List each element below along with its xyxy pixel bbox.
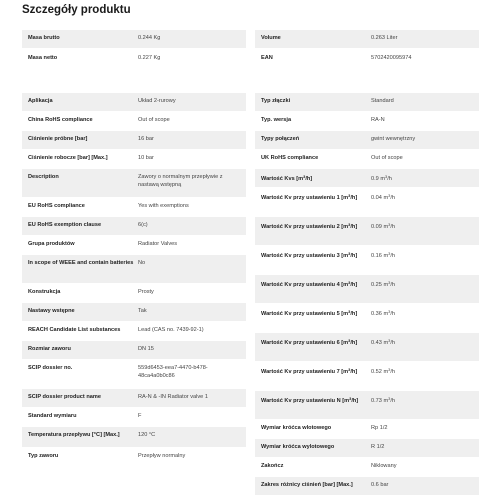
spec-row [22, 150, 246, 168]
spec-value-superscript: 3 [388, 338, 391, 343]
spec-label [255, 362, 367, 390]
spec-label-text: Typ. wersja [261, 117, 292, 123]
spec-value [367, 275, 479, 303]
spec-row [255, 188, 479, 216]
spec-value-superscript: 3 [388, 367, 391, 372]
spec-label-superscript: 3 [349, 396, 352, 401]
spec-value-suffix: /h [390, 253, 396, 259]
spec-row [22, 322, 246, 340]
spec-row [255, 112, 479, 130]
spec-label-text: Zakres różnicy ciśnień [bar] [Max.] [261, 482, 353, 488]
spec-label-text: Wartość Kv przy ustawieniu 6 [m [261, 340, 349, 346]
spec-value-superscript: 3 [388, 251, 391, 256]
spec-label-text: Wartość Kv przy ustawieniu 1 [m [261, 195, 349, 201]
spec-value-text: Prosty [138, 289, 154, 295]
spec-row [22, 217, 246, 235]
spec-label-text: Typ złączki [261, 98, 291, 104]
spec-label-superscript: 3 [348, 280, 351, 285]
spec-row [255, 304, 479, 332]
spec-label-suffix: /h] [350, 282, 358, 288]
spec-value-suffix: /h [390, 340, 396, 346]
spec-label [22, 169, 134, 197]
spec-label-text: Wartość Kv przy ustawieniu 4 [m [261, 282, 349, 288]
spec-value [367, 333, 479, 361]
spec-label-text: SCIP dossier no. [28, 365, 73, 371]
spec-label [255, 439, 367, 457]
spec-value-text: RA-N & -IN Radiator valve 1 [138, 394, 208, 400]
spec-label-text: EU RoHS exemption clause [28, 222, 102, 228]
spec-value [134, 284, 246, 302]
spec-value [134, 93, 246, 111]
spec-value [134, 112, 246, 130]
spec-label [22, 389, 134, 407]
spec-value-text: Układ 2-rurowy [138, 98, 176, 104]
spec-row [22, 360, 246, 388]
spec-label-text: Rozmiar zaworu [28, 346, 71, 352]
spec-value-text: Rp 1/2 [371, 425, 388, 431]
spec-label [22, 427, 134, 447]
spec-label-text: Masa brutto [28, 35, 60, 41]
spec-label-text: Zakończ [261, 463, 284, 469]
spec-value [367, 217, 479, 245]
spec-label-text: EAN [261, 55, 273, 61]
spec-value-suffix: /h [390, 282, 396, 288]
spec-value-text: RA-N [371, 117, 385, 123]
spec-label [255, 112, 367, 130]
spec-value [134, 236, 246, 254]
spec-value [367, 50, 479, 68]
spec-row [255, 362, 479, 390]
spec-value-text: 0.52 m [371, 369, 389, 375]
spec-value-text: Przepływ normalny [138, 453, 186, 459]
spec-label-text: Wartość Kv przy ustawieniu 3 [m [261, 253, 349, 259]
spec-label-text: Standard wymiaru [28, 413, 77, 419]
spec-value [367, 93, 479, 111]
spec-label [255, 50, 367, 68]
spec-label [255, 420, 367, 438]
spec-value-text: R 1/2 [371, 444, 385, 450]
spec-label [22, 198, 134, 216]
spec-value [367, 458, 479, 476]
spec-label-text: Ciśnienie próbne [bar] [28, 136, 88, 142]
spec-label [255, 477, 367, 495]
spec-label-text: Wartość Kv przy ustawieniu 2 [m [261, 224, 349, 230]
spec-label-text: Wartość Kv przy ustawieniu N [m [261, 398, 350, 404]
spec-value-text: 0.6 bar [371, 482, 389, 488]
spec-value-superscript: 3 [388, 396, 391, 401]
spec-value [134, 150, 246, 168]
spec-value-text: F [138, 413, 142, 419]
spec-row [255, 50, 479, 68]
spec-row [22, 255, 246, 283]
spec-value-suffix: /h [390, 195, 396, 201]
spec-row [22, 30, 246, 48]
spec-value-text: Tak [138, 308, 147, 314]
spec-label-text: REACH Candidate List substances [28, 327, 121, 333]
spec-label [255, 391, 367, 419]
spec-row [255, 246, 479, 274]
spec-value-text: 10 bar [138, 155, 154, 161]
spec-label-text: Temperatura przepływu [°C] [Max.] [28, 432, 120, 438]
spec-label-text: Wymiar króćca wylotowego [261, 444, 335, 450]
spec-row [22, 303, 246, 321]
spec-value [134, 217, 246, 235]
spec-label [255, 93, 367, 111]
spec-value-text: 0.25 m [371, 282, 389, 288]
spec-label [22, 131, 134, 149]
spec-value [367, 188, 479, 216]
page-title: Szczegóły produktu [22, 4, 131, 16]
spec-label-superscript: 3 [303, 174, 306, 179]
spec-value-text: 0.09 m [371, 224, 389, 230]
spec-value [367, 420, 479, 438]
spec-row [22, 389, 246, 407]
spec-label-superscript: 3 [348, 338, 351, 343]
spec-value [367, 30, 479, 48]
spec-value-text: 0.263 Liter [371, 35, 398, 41]
spec-label [22, 341, 134, 359]
spec-label [255, 131, 367, 149]
spec-row [22, 93, 246, 111]
spec-value-text: 0.244 Kg [138, 35, 161, 41]
spec-value [367, 439, 479, 457]
spec-value-text: Radiator Valves [138, 241, 178, 247]
spec-row [255, 391, 479, 419]
spec-label-text: Konstrukcja [28, 289, 61, 295]
spec-value-text: 0.36 m [371, 311, 389, 317]
spec-label-text: Wartość Kv przy ustawieniu 7 [m [261, 369, 349, 375]
spec-row [255, 150, 479, 168]
spec-label-superscript: 3 [348, 367, 351, 372]
spec-label [22, 236, 134, 254]
spec-value [134, 303, 246, 321]
spec-value-text: gwint wewnętrzny [371, 136, 416, 142]
spec-value [134, 448, 246, 466]
spec-value-text: DN 15 [138, 346, 154, 352]
spec-label-suffix: /h] [350, 369, 358, 375]
spec-value [134, 341, 246, 359]
spec-value-text: Out of scope [371, 155, 403, 161]
spec-label-text: Nastawy wstępne [28, 308, 75, 314]
spec-label-text: Ciśnienie robocze [bar] [Max.] [28, 155, 108, 161]
spec-value [367, 150, 479, 168]
spec-value-superscript: 3 [388, 309, 391, 314]
spec-row [255, 477, 479, 495]
spec-value-text: No [138, 260, 146, 266]
spec-label-suffix: /h] [350, 195, 358, 201]
spec-value-suffix: /h [390, 369, 396, 375]
spec-value-superscript: 3 [388, 222, 391, 227]
spec-label [22, 112, 134, 130]
spec-value-text: 0.9 m [371, 176, 385, 182]
spec-value-text: 0.16 m [371, 253, 389, 259]
spec-value-text: 120 °C [138, 432, 156, 438]
spec-row [255, 458, 479, 476]
spec-value [367, 362, 479, 390]
spec-label-text: Wartość Kvs [m [261, 176, 304, 182]
spec-label-superscript: 3 [348, 251, 351, 256]
spec-value [134, 255, 246, 283]
spec-label-text: Grupa produktów [28, 241, 75, 247]
spec-label-suffix: /h] [350, 311, 358, 317]
spec-label [255, 333, 367, 361]
spec-value-text: 0.43 m [371, 340, 389, 346]
spec-label [22, 322, 134, 340]
spec-label-text: SCIP dossier product name [28, 394, 101, 400]
spec-label [22, 284, 134, 302]
spec-label [255, 246, 367, 274]
spec-row [22, 131, 246, 149]
spec-label [22, 360, 134, 388]
spec-value-text: Out of scope [138, 117, 170, 123]
spec-value [134, 50, 246, 68]
spec-label-text: Masa netto [28, 55, 58, 61]
spec-label [255, 150, 367, 168]
spec-row [255, 131, 479, 149]
spec-label-suffix: /h] [350, 340, 358, 346]
spec-row [255, 30, 479, 48]
spec-row [22, 198, 246, 216]
spec-value-suffix: /h [390, 311, 396, 317]
spec-row [22, 408, 246, 426]
spec-value [134, 427, 246, 447]
spec-label [22, 303, 134, 321]
spec-label-text: Wartość Kv przy ustawieniu 5 [m [261, 311, 349, 317]
spec-label-superscript: 3 [348, 309, 351, 314]
spec-label-text: EU RoHS compliance [28, 203, 85, 209]
spec-value-text: 559d6453-eea7-4470-b478-48ca4a0b0c86 [138, 365, 208, 379]
spec-label [255, 304, 367, 332]
spec-value-suffix: /h [390, 398, 396, 404]
spec-value-superscript: 3 [388, 193, 391, 198]
spec-value [134, 30, 246, 48]
spec-value-text: 6(c) [138, 222, 148, 228]
spec-label [22, 448, 134, 466]
spec-row [22, 448, 246, 466]
spec-label [22, 93, 134, 111]
spec-row [22, 284, 246, 302]
spec-row [22, 427, 246, 447]
spec-value-text: 0.04 m [371, 195, 389, 201]
spec-value-text: 5702420095974 [371, 55, 412, 61]
spec-row [22, 236, 246, 254]
spec-value [367, 391, 479, 419]
spec-label-text: Description [28, 174, 59, 180]
spec-value [134, 322, 246, 340]
spec-label [22, 408, 134, 426]
spec-label-text: In scope of WEEE and contain batteries [28, 260, 134, 266]
spec-row [255, 275, 479, 303]
spec-label-text: UK RoHS compliance [261, 155, 319, 161]
spec-value-text: 16 bar [138, 136, 154, 142]
spec-value-suffix: /h [387, 176, 392, 182]
spec-label-superscript: 3 [348, 222, 351, 227]
spec-value [134, 360, 246, 388]
spec-value [134, 389, 246, 407]
spec-label-superscript: 3 [348, 193, 351, 198]
spec-value-text: Yes with exemptions [138, 203, 189, 209]
spec-label [22, 150, 134, 168]
spec-value [134, 169, 246, 197]
spec-label [22, 30, 134, 48]
spec-label [255, 169, 367, 187]
spec-row [255, 420, 479, 438]
spec-value-text: Standard [371, 98, 394, 104]
spec-value [367, 477, 479, 495]
spec-label-text: Aplikacja [28, 98, 53, 104]
spec-label-suffix: /h] [350, 253, 358, 259]
spec-value [134, 198, 246, 216]
spec-label [22, 217, 134, 235]
spec-value [367, 112, 479, 130]
spec-label-text: China RoHS compliance [28, 117, 93, 123]
spec-label-text: Volume [261, 35, 281, 41]
spec-row [22, 169, 246, 197]
spec-row [255, 217, 479, 245]
spec-row [22, 341, 246, 359]
spec-value-text: Lead (CAS no. 7439-92-1) [138, 327, 204, 333]
spec-value-superscript: 3 [388, 280, 391, 285]
spec-value [367, 131, 479, 149]
spec-row [255, 439, 479, 457]
spec-label-text: Typy połączeń [261, 136, 300, 142]
spec-label [255, 275, 367, 303]
spec-value [134, 131, 246, 149]
spec-row [255, 169, 479, 187]
spec-label [255, 217, 367, 245]
spec-label-suffix: /h] [305, 176, 313, 182]
spec-label-text: Typ zaworu [28, 453, 59, 459]
spec-value [134, 408, 246, 426]
spec-label [22, 50, 134, 68]
spec-label-suffix: /h] [350, 224, 358, 230]
spec-label [255, 458, 367, 476]
spec-row [255, 333, 479, 361]
spec-label [22, 255, 134, 283]
spec-value-suffix: /h [390, 224, 396, 230]
spec-value-text: 0.227 Kg [138, 55, 161, 61]
spec-row [22, 50, 246, 68]
spec-value [367, 304, 479, 332]
spec-value-text: Zawory o normalnym przepływie z nastawą wstępną [138, 174, 223, 188]
spec-value-text: Niklowany [371, 463, 397, 469]
spec-label [255, 188, 367, 216]
spec-value [367, 246, 479, 274]
spec-value [367, 169, 479, 187]
spec-value-superscript: 3 [385, 174, 388, 179]
spec-value-text: 0.73 m [371, 398, 389, 404]
spec-row [22, 112, 246, 130]
spec-label-text: Wymiar króćca wlotowego [261, 425, 332, 431]
spec-row [255, 93, 479, 111]
spec-label-suffix: /h] [351, 398, 359, 404]
spec-label [255, 30, 367, 48]
